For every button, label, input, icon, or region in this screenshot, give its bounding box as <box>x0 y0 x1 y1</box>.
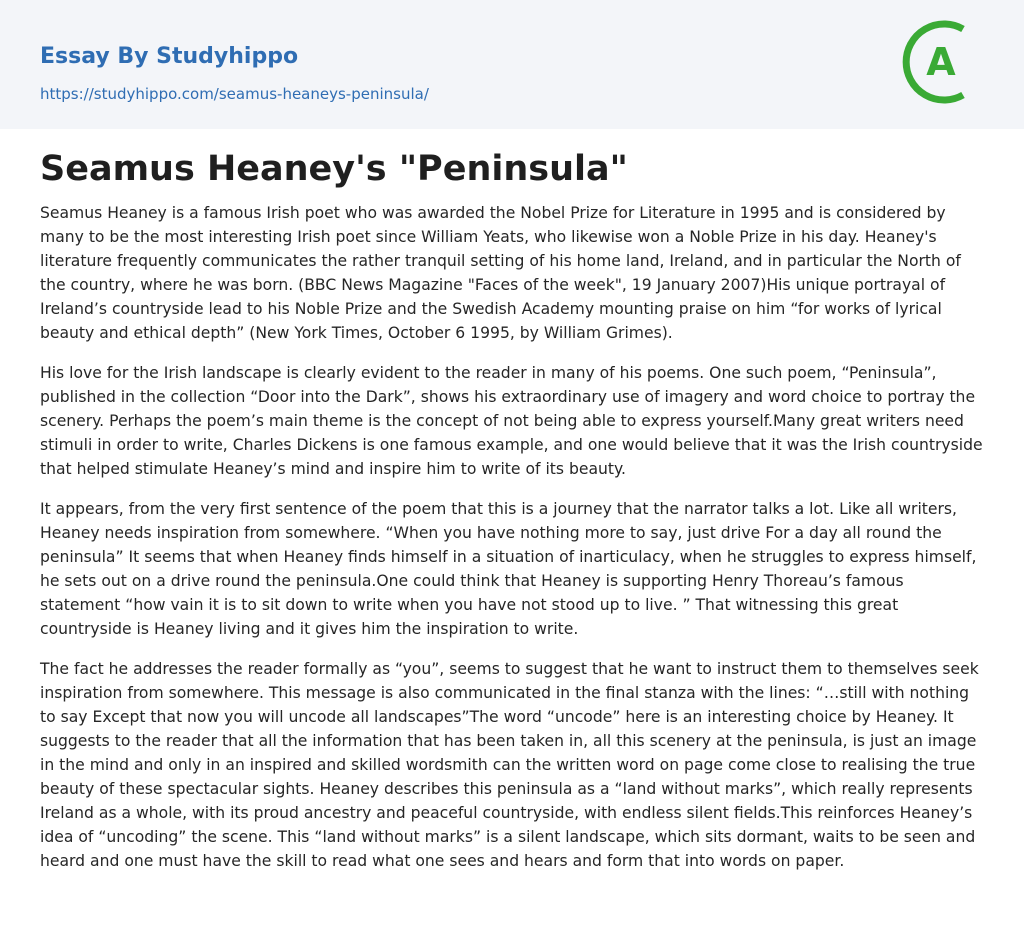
essay-title: Seamus Heaney's "Peninsula" <box>40 149 628 189</box>
essay-paragraph-1: Seamus Heaney is a famous Irish poet who was awarded the Nobel Prize for Literature in 1995 and is considered by many to be the most interesting Irish poet since William Yeats, who likewise won a Noble Prize in his day. Heaney's literature frequently communicates the rather tranquil setting of his home land, Ireland, and in particular the North of the country, where he was born. (BBC News Magazine "Faces of the week", 19 January 2007)His unique portrayal of Ireland’s countryside lead to his Noble Prize and the Swedish Academy mounting praise on him “for works of lyrical beauty and ethical depth” (New York Times, October 6 1995, by William Grimes). <box>40 204 961 342</box>
essay-paragraph-4: The fact he addresses the reader formally as “you”, seems to suggest that he want to instruct them to themselves seek inspiration from somewhere. This message is also communicated in the final stanza with the lines: “…still with nothing to say Except that now you will uncode all landscapes”The word “uncode” here is an interesting choice by Heaney. It suggests to the reader that all the information that has been taken in, all this scenery at the peninsula, is just an image in the mind and only in an inspired and skilled wordsmith can the written word on page come close to realising the true beauty of these spectacular sights. Heaney describes this peninsula as a “land without marks”, which really represents Ireland as a whole, with its proud ancestry and peaceful countryside, with endless silent fields.This reinforces Heaney’s idea of “uncoding” the scene. This “land without marks” is a silent landscape, which sits dormant, waits to be seen and heard and one must have the skill to read what one sees and hears and form that into words on paper. <box>40 660 979 870</box>
essay-url-link[interactable]: https://studyhippo.com/seamus-heaneys-peninsula/ <box>40 85 429 103</box>
site-header <box>0 0 1024 129</box>
essay-content <box>0 129 1024 873</box>
circle-a-logo-icon[interactable] <box>900 20 984 104</box>
essay-paragraph-2: His love for the Irish landscape is clearly evident to the reader in many of his poems. One such poem, “Peninsula”, published in the collection “Door into the Dark”, shows his extraordinary use of imagery and word choice to portray the scenery. Perhaps the poem’s main theme is the concept of not being able to express yourself.Many great writers need stimuli in order to write, Charles Dickens is one famous example, and one would believe that it was the Irish countryside that helped stimulate Heaney’s mind and inspire him to write of its beauty. <box>40 364 983 478</box>
site-brand[interactable]: Essay By Studyhippo <box>40 44 299 69</box>
essay-paragraph-3: It appears, from the very first sentence of the poem that this is a journey that the narrator talks a lot. Like all writers, Heaney needs inspiration from somewhere. “When you have nothing more to say, just drive For a day all round the peninsula” It seems that when Heaney finds himself in a situation of inarticulacy, when he struggles to express himself, he sets out on a drive round the peninsula.One could think that Heaney is supporting Henry Thoreau’s famous statement “how vain it is to sit down to write when you have not stood up to live. ” That witnessing this great countryside is Heaney living and it gives him the inspiration to write. <box>40 500 977 638</box>
logo-letter: A <box>926 40 956 84</box>
